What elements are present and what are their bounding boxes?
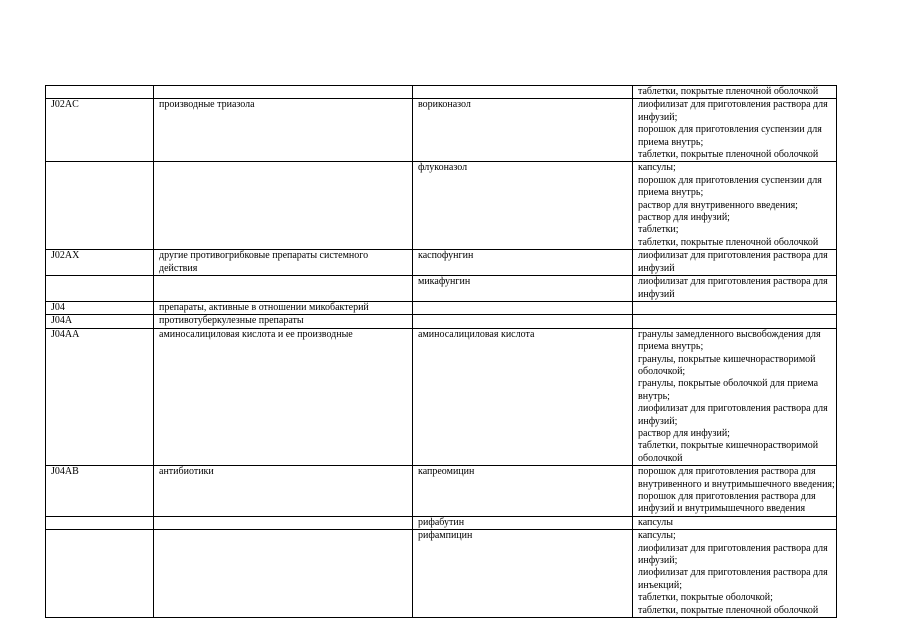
table-row	[46, 466, 837, 517]
forms-cell	[633, 315, 837, 328]
table-row	[46, 328, 837, 465]
atc-code-cell: J04A	[46, 315, 154, 328]
drug-cell: каспофунгин	[413, 250, 633, 276]
drug-cell: микафунгин	[413, 276, 633, 302]
forms-cell: гранулы замедленного высвобождения для приема внутрь; гранулы, покрытые кишечнорастворимой оболочкой; гранулы, покрытые оболочкой для приема внутрь; лиофилизат для приготовления раствора для инфузий; раствор для инфузий; таблетки, покрытые кишечнорастворимой оболочкой	[633, 328, 837, 465]
atc-code-cell: J04AA	[46, 328, 154, 465]
forms-cell	[633, 301, 837, 314]
table-row	[46, 162, 837, 250]
drug-cell: рифампицин	[413, 530, 633, 618]
group-cell	[154, 516, 413, 529]
table-row	[46, 276, 837, 302]
atc-code-cell	[46, 162, 154, 250]
atc-code-cell	[46, 530, 154, 618]
group-cell	[154, 276, 413, 302]
forms-cell: капсулы	[633, 516, 837, 529]
atc-code-cell	[46, 516, 154, 529]
atc-code-cell: J04	[46, 301, 154, 314]
forms-cell: таблетки, покрытые пленочной оболочкой	[633, 86, 837, 99]
atc-code-cell	[46, 276, 154, 302]
group-cell	[154, 530, 413, 618]
table-row	[46, 516, 837, 529]
group-cell: аминосалициловая кислота и ее производные	[154, 328, 413, 465]
table-row	[46, 530, 837, 618]
drug-cell	[413, 86, 633, 99]
table-row	[46, 86, 837, 99]
drug-table	[45, 85, 837, 618]
atc-code-cell: J04AB	[46, 466, 154, 517]
drug-cell	[413, 315, 633, 328]
table-row	[46, 301, 837, 314]
forms-cell: капсулы; лиофилизат для приготовления раствора для инфузий; лиофилизат для приготовления раствора для инъекций; таблетки, покрытые оболочкой; таблетки, покрытые пленочной оболочкой	[633, 530, 837, 618]
group-cell: другие противогрибковые препараты системного действия	[154, 250, 413, 276]
group-cell: препараты, активные в отношении микобактерий	[154, 301, 413, 314]
group-cell: антибиотики	[154, 466, 413, 517]
drug-cell: флуконазол	[413, 162, 633, 250]
group-cell	[154, 86, 413, 99]
drug-cell: аминосалициловая кислота	[413, 328, 633, 465]
group-cell	[154, 162, 413, 250]
atc-code-cell: J02AX	[46, 250, 154, 276]
forms-cell: капсулы; порошок для приготовления суспензии для приема внутрь; раствор для внутривенного введения; раствор для инфузий; таблетки; таблетки, покрытые пленочной оболочкой	[633, 162, 837, 250]
atc-code-cell: J02AC	[46, 99, 154, 162]
group-cell: производные триазола	[154, 99, 413, 162]
table-row	[46, 99, 837, 162]
atc-code-cell	[46, 86, 154, 99]
drug-cell: вориконазол	[413, 99, 633, 162]
group-cell: противотуберкулезные препараты	[154, 315, 413, 328]
table-row	[46, 250, 837, 276]
forms-cell: лиофилизат для приготовления раствора для инфузий	[633, 250, 837, 276]
forms-cell: лиофилизат для приготовления раствора для инфузий	[633, 276, 837, 302]
forms-cell: лиофилизат для приготовления раствора для инфузий; порошок для приготовления суспензии для приема внутрь; таблетки, покрытые пленочной оболочкой	[633, 99, 837, 162]
document-page	[45, 85, 835, 618]
table-row	[46, 315, 837, 328]
drug-cell	[413, 301, 633, 314]
forms-cell: порошок для приготовления раствора для внутривенного и внутримышечного введения; порошок для приготовления раствора для инфузий и внутримышечного введения	[633, 466, 837, 517]
drug-cell: рифабутин	[413, 516, 633, 529]
drug-cell: капреомицин	[413, 466, 633, 517]
